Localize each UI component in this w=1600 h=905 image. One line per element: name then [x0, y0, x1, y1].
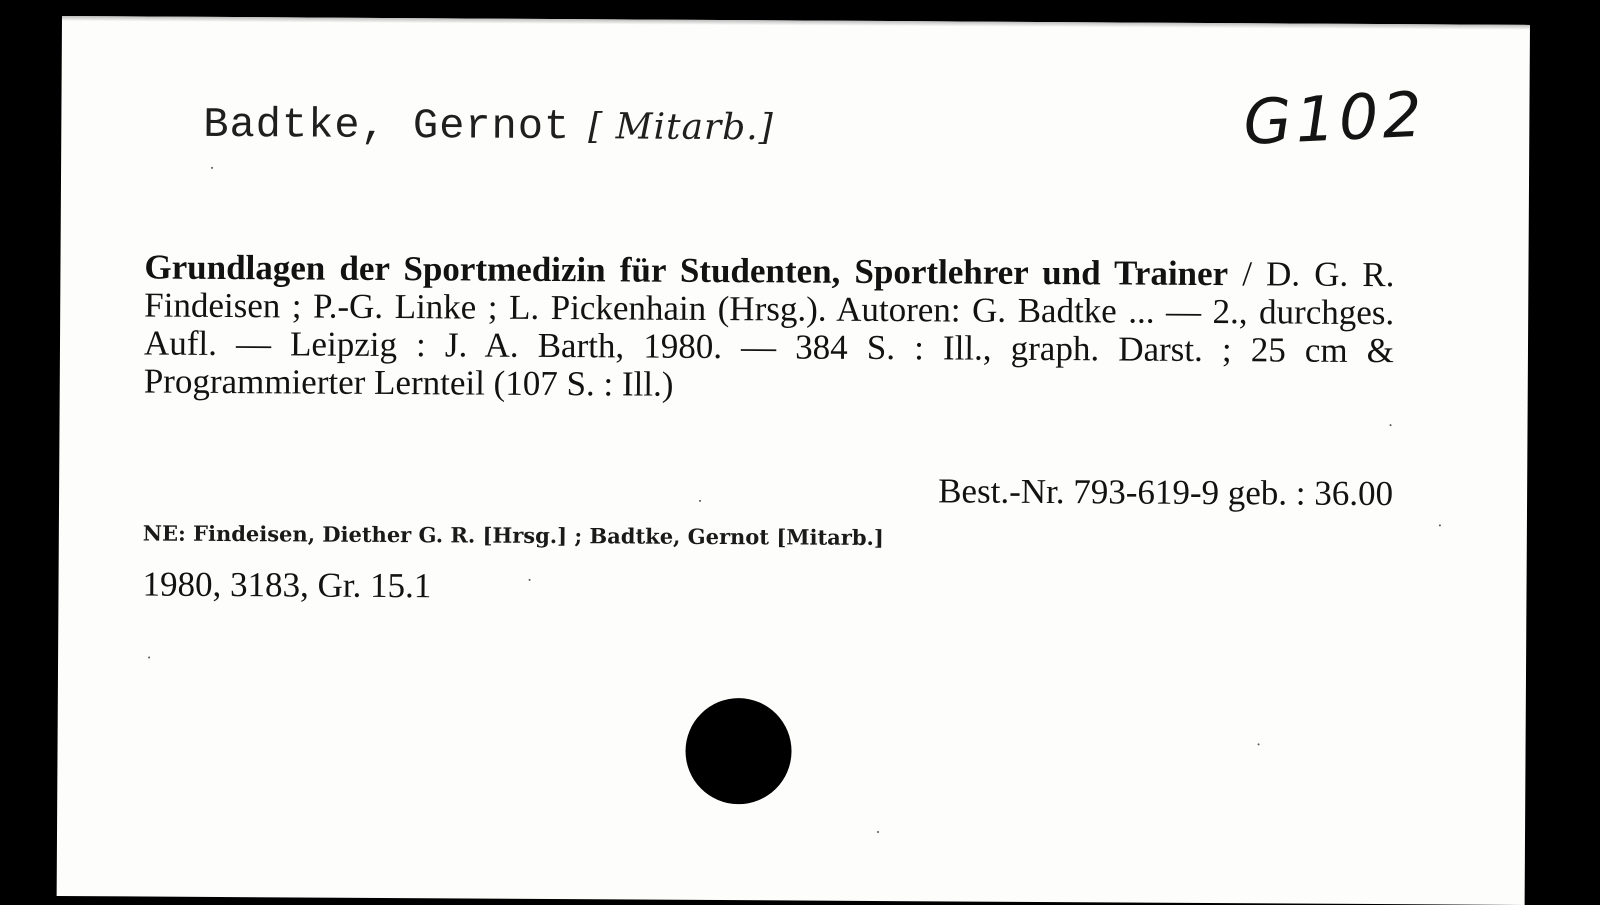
speck	[529, 579, 531, 581]
author-heading	[203, 101, 774, 152]
bibliography-reference: 1980, 3183, Gr. 15.1	[142, 564, 432, 606]
shelf-signature: G102	[1241, 77, 1428, 159]
speck	[1258, 743, 1260, 745]
speck	[1390, 424, 1392, 426]
speck	[1439, 524, 1441, 526]
added-entries: NE: Findeisen, Diether G. R. [Hrsg.] ; Badtke, Gernot [Mitarb.]	[142, 520, 884, 551]
speck	[211, 167, 213, 169]
order-number: Best.-Nr. 793-619-9 geb. : 36.00	[938, 471, 1394, 514]
handwritten-role: [ Mitarb.]	[588, 106, 774, 149]
catalog-card	[57, 16, 1530, 905]
speck	[148, 657, 150, 659]
punch-hole	[685, 698, 792, 805]
author-name: Badtke, Gernot	[203, 100, 571, 152]
book-description: / D. G. R. Findeisen ; P.-G. Linke ; L. Pickenhain (Hrsg.). Autoren: G. Badtke ... — 2., durchges. Aufl. — Leipzig : J. A. Barth, 1980. — 384 S. : Ill., graph. Darst. ; 25 cm & Programmierter Lernteil (107 S. : Ill.)	[143, 254, 1395, 404]
speck	[699, 500, 701, 502]
bibliographic-entry	[144, 249, 1395, 409]
card-top-edge	[62, 16, 1530, 30]
book-title: Grundlagen der Sportmedizin für Studenten, Sportlehrer und Trainer	[144, 247, 1229, 294]
speck	[877, 831, 879, 833]
